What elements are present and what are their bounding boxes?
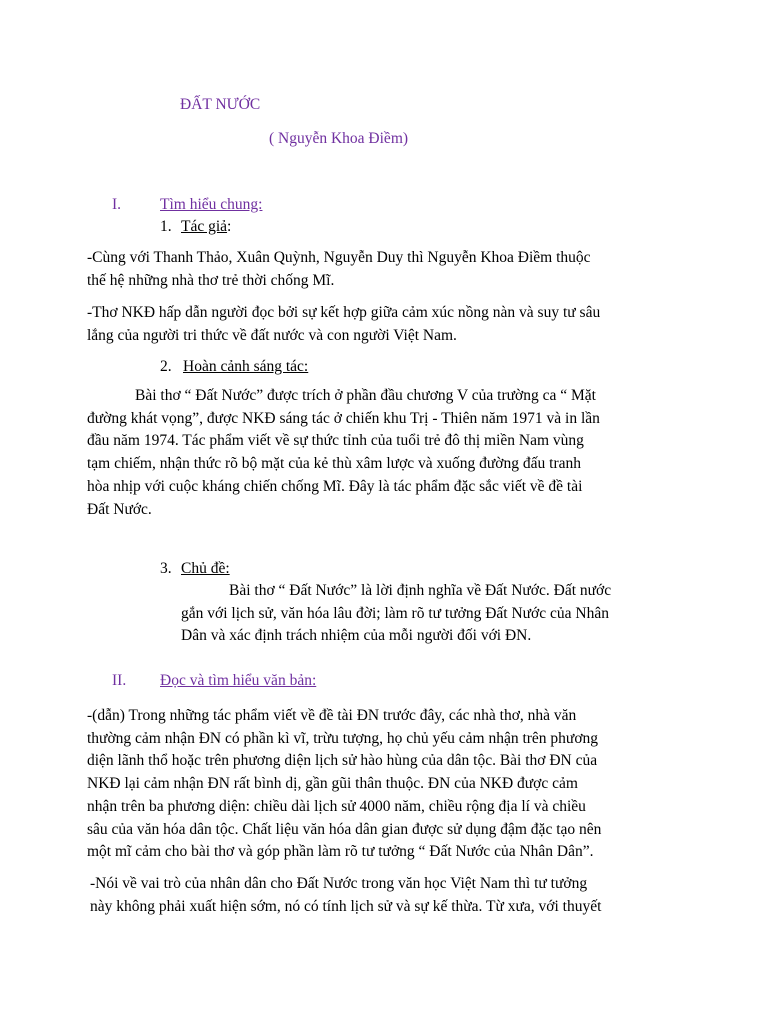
text-line: một mĩ cảm cho bài thơ và góp phần làm rõ tư tưởng “ Đất Nước của Nhân Dân”.: [87, 843, 594, 861]
item-2-heading: Hoàn cảnh sáng tác:: [183, 358, 309, 375]
item-1-colon: :: [227, 218, 232, 235]
text-line: -Nói về vai trò của nhân dân cho Đất Nước trong văn học Việt Nam thì tư tưởng: [90, 875, 588, 892]
text-line: thường cảm nhận ĐN có phần kì vĩ, trừu tượng, họ chủ yếu cảm nhận trên phương: [87, 729, 599, 747]
section-1-heading: Tìm hiểu chung:: [160, 196, 263, 213]
text-line: Bài thơ “ Đất Nước” là lời định nghĩa về Đất Nước. Đất nước: [229, 582, 612, 599]
item-1-label: Tác giả: [181, 218, 228, 235]
text-line: này không phải xuất hiện sớm, nó có tính lịch sử và sự kế thừa. Từ xưa, với thuyết: [90, 897, 602, 915]
people-paragraph: [90, 873, 690, 918]
item-3-number: 3.: [160, 560, 172, 577]
text-line: Đất Nước.: [87, 500, 152, 518]
text-line: Bài thơ “ Đất Nước” được trích ở phần đầu chương V của trường ca “ Mặt: [135, 387, 596, 404]
text-line: gắn với lịch sử, văn hóa lâu đời; làm rõ tư tưởng Đất Nước của Nhân: [181, 604, 609, 622]
text-line: Dân và xác định trách nhiệm của mỗi người đối với ĐN.: [181, 627, 532, 645]
text-line: NKĐ lại cảm nhận ĐN rất bình dị, gần gũi thân thuộc. ĐN của NKĐ được cảm: [87, 775, 578, 793]
text-line: -Thơ NKĐ hấp dẫn người đọc bởi sự kết hợp giữa cảm xúc nồng nàn và suy tư sâu: [87, 304, 601, 321]
item-3-heading: Chủ đề:: [181, 560, 230, 577]
document-title: ĐẤT NƯỚC: [180, 96, 261, 113]
section-2-numeral: II.: [112, 672, 127, 689]
text-line: -Cùng với Thanh Thảo, Xuân Quỳnh, Nguyễn Duy thì Nguyễn Khoa Điềm thuộc: [87, 249, 591, 266]
text-line: hòa nhịp với cuộc kháng chiến chống Mĩ. Đây là tác phẩm đặc sắc viết về đề tài: [87, 477, 583, 495]
author-line: ( Nguyễn Khoa Điềm): [269, 130, 409, 147]
theme-paragraph: [181, 580, 768, 648]
text-line: tạm chiếm, nhận thức rõ bộ mặt của kẻ thù xâm lược và xuống đường đấu tranh: [87, 455, 581, 473]
item-2-number: 2.: [160, 358, 172, 375]
text-line: lắng của người tri thức về đất nước và con người Việt Nam.: [87, 326, 457, 344]
text-line: đầu năm 1974. Tác phẩm viết về sự thức tỉnh của tuổi trẻ đô thị miền Nam vùng: [87, 432, 584, 450]
item-1-heading: [181, 216, 231, 239]
author-paragraph-1: [87, 247, 687, 292]
text-line: nhận trên ba phương diện: chiều dài lịch sử 4000 năm, chiều rộng địa lí và chiều: [87, 797, 586, 815]
text-line: sâu của văn hóa dân tộc. Chất liệu văn hóa dân gian được sử dụng đậm đặc tạo nên: [87, 820, 602, 838]
context-paragraph: [87, 385, 687, 521]
section-2-heading: Đọc và tìm hiểu văn bản:: [160, 672, 317, 689]
item-1-number: 1.: [160, 218, 172, 235]
text-line: -(dẫn) Trong những tác phẩm viết về đề tài ĐN trước đây, các nhà thơ, nhà văn: [87, 707, 577, 724]
text-line: đường khát vọng”, được NKĐ sáng tác ở chiến khu Trị - Thiên năm 1971 và in lần: [87, 409, 600, 427]
author-paragraph-2: [87, 302, 687, 347]
intro-paragraph: [87, 705, 687, 864]
section-1-numeral: I.: [112, 196, 122, 213]
text-line: thế hệ những nhà thơ trẻ thời chống Mĩ.: [87, 271, 335, 289]
text-line: diện lãnh thổ hoặc trên phương diện lịch sử hào hùng của dân tộc. Bài thơ ĐN của: [87, 752, 598, 770]
